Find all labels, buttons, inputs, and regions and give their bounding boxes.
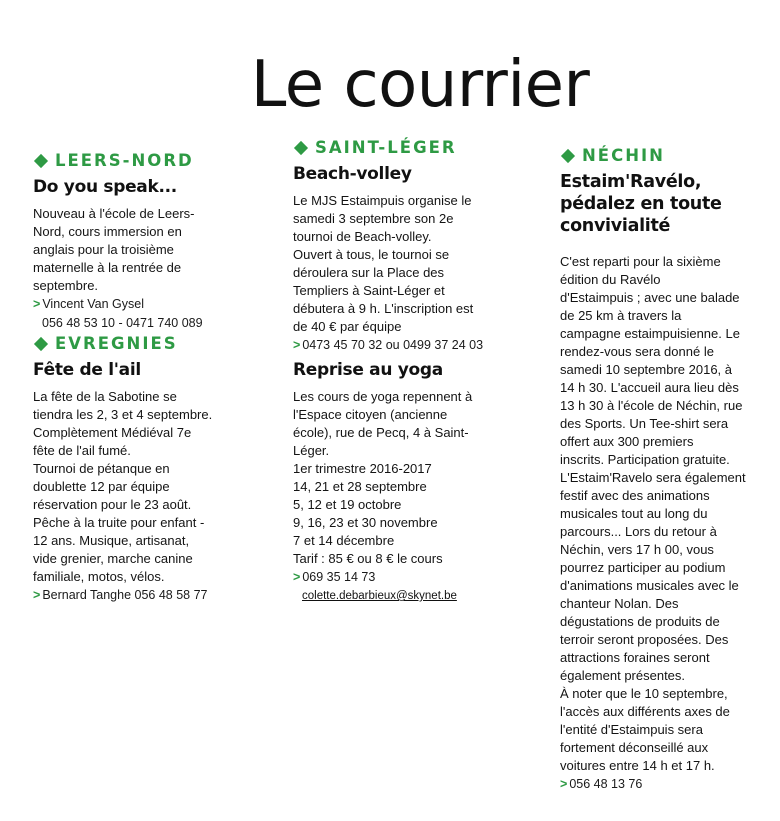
title-line: Estaim'Ravélo, [560, 172, 702, 192]
text-line: campagne estaimpuisienne. Le [560, 326, 740, 341]
text-line: également présentes. [560, 668, 686, 683]
column-middle [293, 137, 493, 605]
text-line: d'Estaimpuis ; avec une balade [560, 290, 740, 305]
text-line: Ouvert à tous, le tournoi se [293, 247, 450, 262]
text-line: école), rue de Pecq, 4 à Saint- [293, 425, 469, 440]
article-yoga [293, 359, 493, 605]
article-title: Reprise au yoga [293, 360, 443, 380]
text-line: samedi 3 septembre son 2e [293, 211, 454, 226]
text-line: La fête de la Sabotine se [33, 389, 177, 404]
text-line: Tournoi de pétanque en [33, 461, 170, 476]
text-line: des Sports. Un Tee-shirt sera [560, 416, 729, 431]
text-line: de 40 € par équipe [293, 319, 402, 334]
text-line: chanteur Nolan. Des [560, 596, 679, 611]
text-line: 9, 16, 23 et 30 novembre [293, 515, 438, 530]
text-line: 12 ans. Musique, artisanat, [33, 533, 190, 548]
text-line: réservation pour le 23 août. [33, 497, 192, 512]
article-body [293, 388, 493, 568]
diamond-icon [34, 153, 48, 167]
contact-info [33, 586, 238, 605]
diamond-icon [34, 336, 48, 350]
article-title [560, 171, 765, 237]
text-line: l'Espace citoyen (ancienne [293, 407, 448, 422]
location-heading [33, 333, 238, 355]
text-line: voitures entre 14 h et 17 h. [560, 758, 715, 773]
contact-phone: 056 48 53 10 - 0471 740 089 [42, 316, 203, 330]
text-line: festif avec des animations [560, 488, 710, 503]
article-leers-nord [33, 150, 238, 333]
arrow-icon: > [33, 297, 41, 311]
text-line: À noter que le 10 septembre, [560, 686, 728, 701]
text-line: doublette 12 par équipe [33, 479, 170, 494]
diamond-icon [294, 140, 308, 154]
column-right [560, 145, 765, 794]
arrow-icon: > [560, 777, 568, 791]
article-evregnies [33, 333, 238, 605]
text-line: fête de l'ail fumé. [33, 443, 131, 458]
contact-info [33, 295, 238, 314]
column-left [33, 150, 238, 605]
text-line: samedi 10 septembre 2016, à [560, 362, 732, 377]
article-title: Do you speak... [33, 177, 177, 197]
text-line: tournoi de Beach-volley. [293, 229, 432, 244]
text-line: 13 h 30 à l'école de Néchin, rue [560, 398, 743, 413]
location-heading [293, 137, 493, 159]
contact-text: 0473 45 70 32 ou 0499 37 24 03 [302, 338, 484, 352]
contact-info [293, 336, 493, 355]
article-body [293, 192, 493, 336]
text-line: parcours... Lors du retour à [560, 524, 717, 539]
text-line: Complètement Médiéval 7e [33, 425, 192, 440]
text-line: déroulera sur la Place des [293, 265, 445, 280]
text-line: anglais pour la troisième [33, 242, 174, 257]
article-body [33, 388, 238, 586]
text-line: septembre. [33, 278, 99, 293]
text-line: d'animations musicales avec le [560, 578, 739, 593]
article-title: Fête de l'ail [33, 360, 141, 380]
text-line: rendez-vous sera donné le [560, 344, 714, 359]
title-line: convivialité [560, 216, 671, 236]
text-line: 1er trimestre 2016-2017 [293, 461, 432, 476]
location-label: NÉCHIN [582, 146, 665, 165]
text-line: l'entité d'Estaimpuis sera [560, 722, 703, 737]
text-line: inscrits. Participation gratuite. [560, 452, 730, 467]
text-line: Léger. [293, 443, 330, 458]
text-line: Nord, cours immersion en [33, 224, 182, 239]
contact-info [293, 568, 493, 587]
text-line: pourrez participer au podium [560, 560, 726, 575]
email-link[interactable]: colette.debarbieux@skynet.be [302, 590, 457, 602]
text-line: fortement déconseillé aux [560, 740, 709, 755]
page-title: Le courrier [250, 48, 590, 122]
text-line: tiendra les 2, 3 et 4 septembre. [33, 407, 213, 422]
text-line: dégustations de produits de [560, 614, 720, 629]
contact-name: Vincent Van Gysel [42, 297, 144, 311]
text-line: vide grenier, marche canine [33, 551, 193, 566]
text-line: terroir seront proposées. Des [560, 632, 729, 647]
text-line: débutera à 9 h. L'inscription est [293, 301, 474, 316]
contact-text: 069 35 14 73 [302, 570, 376, 584]
arrow-icon: > [293, 338, 301, 352]
text-line: C'est reparti pour la sixième [560, 254, 721, 269]
location-heading [560, 145, 765, 167]
diamond-icon [561, 148, 575, 162]
contact-text: Bernard Tanghe 056 48 58 77 [42, 588, 208, 602]
article-beach-volley [293, 163, 493, 355]
text-line: Nouveau à l'école de Leers- [33, 206, 195, 221]
location-heading [33, 150, 238, 172]
text-line: offert aux 300 premiers [560, 434, 694, 449]
article-title: Beach-volley [293, 164, 412, 184]
text-line: maternelle à la rentrée de [33, 260, 182, 275]
text-line: 14 h 30. L'accueil aura lieu dès [560, 380, 739, 395]
location-label: EVREGNIES [55, 334, 178, 353]
article-body [560, 253, 765, 775]
contact-info [560, 775, 765, 794]
text-line: Le MJS Estaimpuis organise le [293, 193, 472, 208]
location-label: LEERS-NORD [55, 151, 194, 170]
text-line: Néchin, vers 17 h 00, vous [560, 542, 714, 557]
text-line: 14, 21 et 28 septembre [293, 479, 427, 494]
text-line: musicales tout au long du [560, 506, 708, 521]
text-line: 7 et 14 décembre [293, 533, 395, 548]
text-line: familiale, motos, vélos. [33, 569, 165, 584]
text-line: édition du Ravélo [560, 272, 661, 287]
text-line: Tarif : 85 € ou 8 € le cours [293, 551, 443, 566]
text-line: attractions foraines seront [560, 650, 710, 665]
text-line: Les cours de yoga repennent à [293, 389, 473, 404]
text-line: L'Estaim'Ravelo sera également [560, 470, 746, 485]
contact-text: 056 48 13 76 [569, 777, 643, 791]
arrow-icon: > [293, 570, 301, 584]
text-line: Pêche à la truite pour enfant - [33, 515, 205, 530]
arrow-icon: > [33, 588, 41, 602]
text-line: l'accès aux différents axes de [560, 704, 730, 719]
title-line: pédalez en toute [560, 194, 722, 214]
text-line: 5, 12 et 19 octobre [293, 497, 402, 512]
text-line: de 25 km à travers la [560, 308, 682, 323]
article-body [33, 205, 238, 295]
text-line: Templiers à Saint-Léger et [293, 283, 445, 298]
location-label: SAINT-LÉGER [315, 138, 457, 157]
